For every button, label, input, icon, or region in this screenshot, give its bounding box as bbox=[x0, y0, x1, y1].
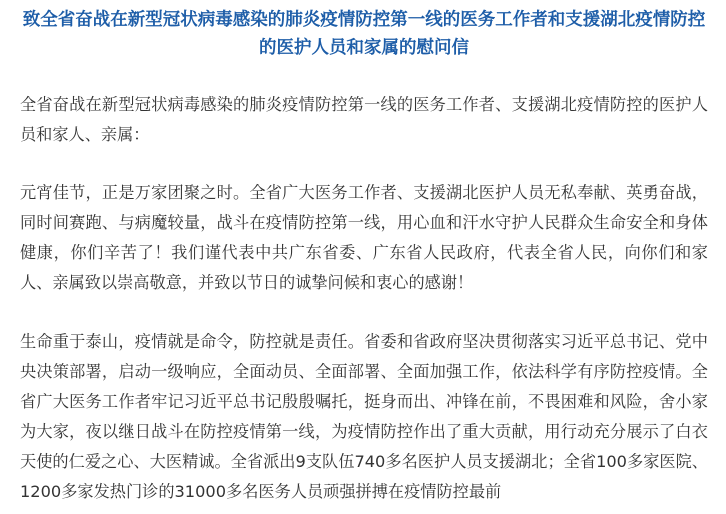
salutation-paragraph: 全省奋战在新型冠状病毒感染的肺炎疫情防控第一线的医务工作者、支援湖北疫情防控的医护人员和家人、亲属： bbox=[20, 95, 708, 144]
letter-title: 致全省奋战在新型冠状病毒感染的肺炎疫情防控第一线的医务工作者和支援湖北疫情防控的医护人员和家属的慰问信 bbox=[22, 10, 706, 58]
greeting-paragraph: 元宵佳节，正是万家团聚之时。全省广大医务工作者、支援湖北医护人员无私奉献、英勇奋战，同时间赛跑、与病魔较量，战斗在疫情防控第一线，用心血和汗水守护人民群众生命安全和身体健康，你们辛苦了！我们谨代表中共广东省委、广东省人民政府，代表全省人民，向你们和家人、亲属致以崇高敬意，并致以节日的诚挚问候和衷心的感谢！ bbox=[20, 183, 708, 292]
body-paragraph: 生命重于泰山，疫情就是命令，防控就是责任。省委和省政府坚决贯彻落实习近平总书记、党中央决策部署，启动一级响应，全面动员、全面部署、全面加强工作，依法科学有序防控疫情。全省广大医务工作者牢记习近平总书记殷殷嘱托，挺身而出、冲锋在前，不畏困难和风险，舍小家为大家，夜以继日战斗在防控疫情第一线，为疫情防控作出了重大贡献，用行动充分展示了白衣天使的仁爱之心、大医精诚。全省派出9支队伍740多名医护人员支援湖北；全省100多家医院、1200多家发热门诊的31000多名医务人员顽强拼搏在疫情防控最前 bbox=[20, 332, 708, 501]
